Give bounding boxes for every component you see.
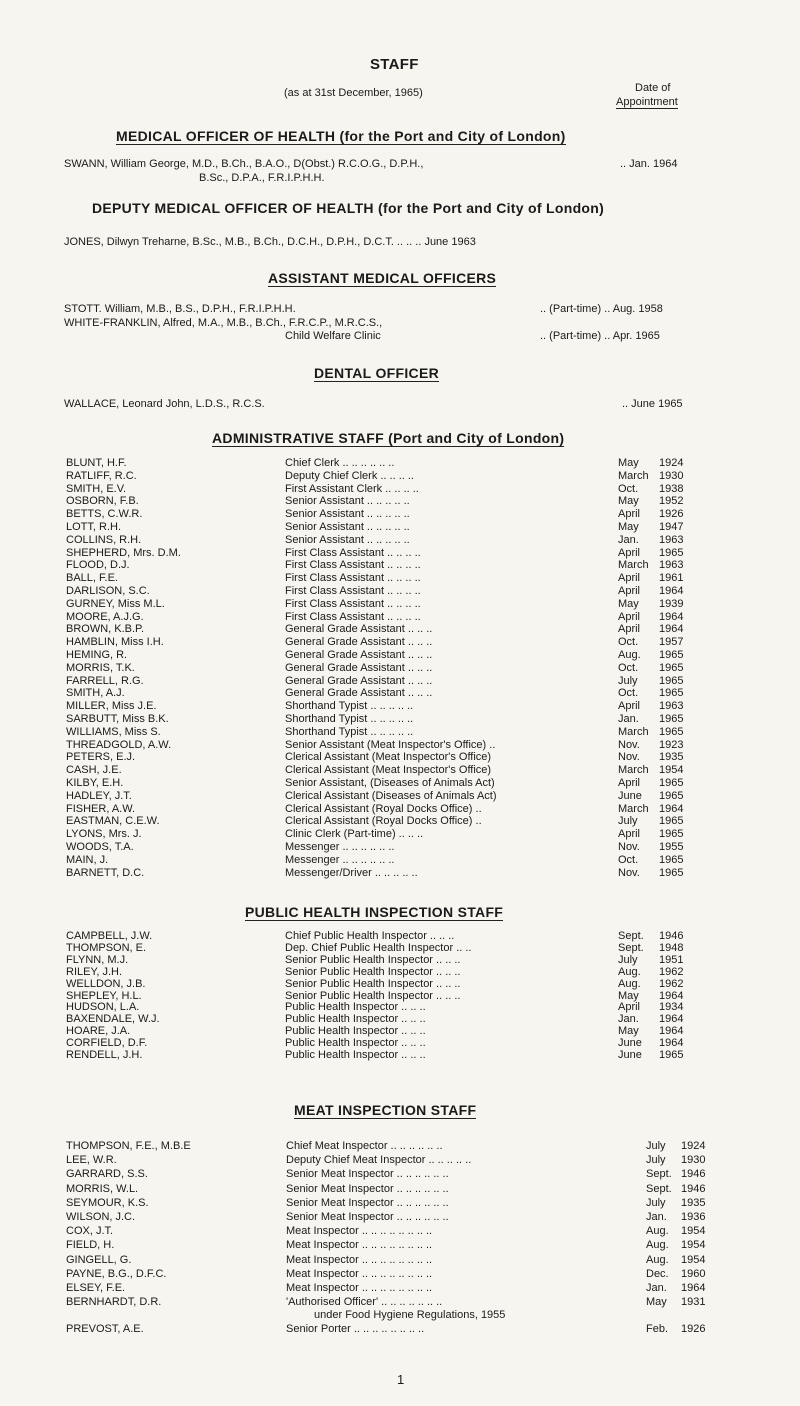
appointment-year: 1930: [681, 1154, 706, 1167]
staff-position: Senior Assistant .. .. .. .. ..: [285, 495, 410, 508]
staff-position: First Class Assistant .. .. .. ..: [285, 585, 421, 597]
staff-name: FLYNN, M.J.: [66, 953, 129, 966]
dental-officer-heading: DENTAL OFFICER: [314, 365, 440, 381]
page-subtitle: (as at 31st December, 1965): [284, 87, 423, 99]
appointment-month: Aug.: [646, 1225, 669, 1238]
amo-row-1-detail: .. (Part-time) .. Aug. 1958: [540, 303, 663, 315]
appointment-month: Jan.: [646, 1211, 667, 1223]
staff-name: DARLISON, S.C.: [66, 585, 150, 597]
appointment-month: Aug.: [646, 1253, 669, 1266]
appointment-month: Jan.: [618, 713, 639, 725]
page-title: STAFF: [370, 56, 419, 73]
appointment-month: Oct.: [618, 661, 639, 674]
appointment-month: Aug.: [618, 977, 641, 990]
appointment-year: 1954: [681, 1239, 706, 1252]
staff-position: First Class Assistant .. .. .. ..: [285, 610, 421, 623]
appointment-year: 1965: [659, 1049, 684, 1061]
appointment-year: 1924: [659, 457, 684, 469]
staff-name: LEE, W.R.: [66, 1154, 117, 1167]
staff-name: GARRARD, S.S.: [66, 1168, 148, 1181]
staff-name: CASH, J.E.: [66, 764, 122, 777]
staff-name: LYONS, Mrs. J.: [66, 828, 142, 841]
appointment-year: 1964: [659, 1013, 684, 1026]
appointment-month: April: [618, 610, 641, 623]
staff-position: Public Health Inspector .. .. ..: [285, 1001, 426, 1014]
appointment-year: 1946: [681, 1182, 706, 1195]
staff-name: MORRIS, T.K.: [66, 661, 135, 674]
appointment-year: 1965: [659, 815, 684, 828]
appointment-month: Jan.: [618, 1013, 639, 1026]
staff-name: HADLEY, J.T.: [66, 789, 132, 802]
appointment-month: Jan.: [646, 1282, 667, 1294]
appointment-month: July: [646, 1196, 666, 1209]
appointment-month: July: [618, 953, 638, 966]
appointment-year: 1963: [659, 533, 684, 546]
staff-name: RILEY, J.H.: [66, 965, 123, 978]
staff-position: Clerical Assistant (Diseases of Animals Act): [285, 789, 497, 802]
appointment-month: Nov.: [618, 866, 640, 879]
appointment-month: March: [618, 802, 649, 815]
administrative-staff-heading: ADMINISTRATIVE STAFF (Port and City of London): [212, 430, 565, 446]
staff-name: SEYMOUR, K.S.: [66, 1196, 149, 1209]
appointment-year: 1926: [659, 508, 684, 521]
staff-name: BERNHARDT, D.R.: [66, 1296, 162, 1309]
date-header-line2: Appointment: [616, 96, 678, 108]
appointment-year: 1946: [659, 930, 684, 942]
appointment-year: 1963: [659, 700, 684, 713]
staff-name: BLUNT, H.F.: [66, 457, 127, 469]
appointment-year: 1965: [659, 546, 684, 559]
staff-position: Dep. Chief Public Health Inspector .. ..: [285, 941, 472, 954]
appointment-month: May: [618, 495, 639, 508]
appointment-month: June: [618, 1049, 642, 1061]
appointment-month: Feb.: [646, 1323, 669, 1336]
staff-name: PREVOST, A.E.: [66, 1323, 144, 1336]
staff-position: Clinic Clerk (Part-time) .. .. ..: [285, 828, 424, 841]
staff-name: BARNETT, D.C.: [66, 866, 145, 879]
staff-position: Messenger .. .. .. .. .. ..: [285, 853, 395, 866]
staff-position: General Grade Assistant .. .. ..: [285, 623, 433, 636]
staff-position: Shorthand Typist .. .. .. .. ..: [285, 713, 414, 725]
staff-position: Shorthand Typist .. .. .. .. ..: [285, 725, 414, 738]
appointment-year: 1951: [659, 953, 684, 966]
appointment-year: 1952: [659, 495, 684, 508]
appointment-year: 1962: [659, 965, 684, 978]
page-number: 1: [397, 1372, 405, 1387]
staff-name: ELSEY, F.E.: [66, 1282, 126, 1294]
staff-position-continued: under Food Hygiene Regulations, 1955: [314, 1309, 506, 1322]
appointment-year: 1965: [659, 674, 684, 687]
appointment-month: July: [618, 815, 638, 828]
staff-position: Deputy Chief Meat Inspector .. .. .. .. ..: [286, 1154, 472, 1167]
staff-name: HUDSON, L.A.: [66, 1001, 140, 1014]
staff-row: [0, 867, 800, 881]
appointment-month: Aug.: [618, 965, 641, 978]
staff-name: HAMBLIN, Miss I.H.: [66, 636, 164, 649]
staff-position: Clerical Assistant (Royal Docks Office) ..: [285, 802, 482, 815]
staff-position: Public Health Inspector .. .. ..: [285, 1013, 426, 1026]
staff-position: Public Health Inspector .. .. ..: [285, 1049, 426, 1061]
appointment-month: May: [618, 989, 639, 1002]
staff-position: Senior Meat Inspector .. .. .. .. .. ..: [286, 1182, 449, 1195]
staff-name: MILLER, Miss J.E.: [66, 700, 157, 713]
appointment-month: April: [618, 828, 641, 841]
appointment-year: 1960: [681, 1267, 706, 1280]
appointment-month: Nov.: [618, 751, 640, 764]
appointment-month: Oct.: [618, 636, 639, 649]
staff-name: MORRIS, W.L.: [66, 1182, 139, 1195]
staff-name: WELLDON, J.B.: [66, 977, 146, 990]
appointment-month: Jan.: [618, 533, 639, 546]
appointment-year: 1923: [659, 738, 684, 751]
appointment-year: 1954: [681, 1253, 706, 1266]
appointment-month: March: [618, 469, 649, 482]
appointment-year: 1964: [659, 1025, 684, 1038]
appointment-year: 1948: [659, 941, 684, 954]
staff-name: PAYNE, B.G., D.F.C.: [66, 1267, 167, 1280]
staff-position: Senior Assistant .. .. .. .. ..: [285, 508, 410, 521]
appointment-year: 1964: [659, 1037, 684, 1050]
staff-name: GINGELL, G.: [66, 1253, 132, 1266]
staff-position: Senior Public Health Inspector .. .. ..: [285, 965, 461, 978]
staff-position: Chief Meat Inspector .. .. .. .. .. ..: [286, 1140, 443, 1152]
staff-name: SHEPHERD, Mrs. D.M.: [66, 546, 181, 559]
staff-position: Messenger/Driver .. .. .. .. ..: [285, 866, 418, 879]
staff-position: Meat Inspector .. .. .. .. .. .. .. ..: [286, 1225, 433, 1238]
appointment-year: 1962: [659, 977, 684, 990]
staff-name: MOORE, A.J.G.: [66, 610, 144, 623]
appointment-month: Nov.: [618, 738, 640, 751]
staff-position: First Class Assistant .. .. .. ..: [285, 559, 421, 572]
staff-name: COLLINS, R.H.: [66, 533, 142, 546]
appointment-year: 1939: [659, 597, 684, 610]
appointment-year: 1964: [659, 989, 684, 1002]
staff-name: FIELD, H.: [66, 1239, 115, 1252]
staff-position: Meat Inspector .. .. .. .. .. .. .. ..: [286, 1239, 433, 1252]
appointment-month: June: [618, 1037, 642, 1050]
appointment-month: April: [618, 777, 641, 789]
staff-position: First Class Assistant .. .. .. ..: [285, 572, 421, 585]
meat-inspection-heading: MEAT INSPECTION STAFF: [294, 1102, 477, 1118]
appointment-month: July: [646, 1154, 666, 1167]
appointment-year: 1954: [681, 1225, 706, 1238]
appointment-month: July: [646, 1140, 666, 1152]
appointment-month: March: [618, 725, 649, 738]
staff-name: PETERS, E.J.: [66, 751, 136, 764]
staff-name: WOODS, T.A.: [66, 841, 134, 853]
appointment-month: Nov.: [618, 841, 640, 853]
appointment-year: 1947: [659, 521, 684, 533]
appointment-month: Oct.: [618, 853, 639, 866]
staff-position: Shorthand Typist .. .. .. .. ..: [285, 700, 414, 713]
staff-position: Meat Inspector .. .. .. .. .. .. .. ..: [286, 1253, 433, 1266]
staff-name: THOMPSON, E.: [66, 941, 147, 954]
staff-row: [0, 1049, 800, 1063]
staff-position: Senior Assistant (Meat Inspector's Office) ..: [285, 738, 496, 751]
staff-position: Clerical Assistant (Meat Inspector's Office): [285, 751, 492, 764]
appointment-month: Sept.: [646, 1182, 672, 1195]
staff-position: Senior Public Health Inspector .. .. ..: [285, 977, 461, 990]
staff-position: 'Authorised Officer' .. .. .. .. .. .. ..: [286, 1296, 443, 1309]
staff-name: SHEPLEY, H.L.: [66, 989, 142, 1002]
staff-position: Public Health Inspector .. .. ..: [285, 1025, 426, 1038]
appointment-month: April: [618, 700, 641, 713]
medical-officer-heading: MEDICAL OFFICER OF HEALTH (for the Port and City of London): [116, 128, 566, 144]
appointment-year: 1964: [659, 623, 684, 636]
amo-row-2-detail: .. (Part-time) .. Apr. 1965: [540, 330, 660, 342]
appointment-year: 1965: [659, 866, 684, 879]
staff-position: Chief Clerk .. .. .. .. .. ..: [285, 457, 395, 469]
staff-position: Senior Assistant .. .. .. .. ..: [285, 533, 410, 546]
amo-row-2-name: WHITE-FRANKLIN, Alfred, M.A., M.B., B.Ch., F.R.C.P., M.R.C.S.,: [64, 317, 383, 329]
staff-name: RENDELL, J.H.: [66, 1049, 143, 1061]
appointment-year: 1935: [659, 751, 684, 764]
appointment-year: 1965: [659, 725, 684, 738]
staff-position: Messenger .. .. .. .. .. ..: [285, 841, 395, 853]
appointment-month: May: [618, 457, 639, 469]
staff-name: WILSON, J.C.: [66, 1211, 136, 1223]
staff-name: CAMPBELL, J.W.: [66, 930, 153, 942]
appointment-month: Oct.: [618, 482, 639, 495]
staff-name: BETTS, C.W.R.: [66, 508, 143, 521]
appointment-month: June: [618, 789, 642, 802]
appointment-month: April: [618, 623, 641, 636]
staff-position: Clerical Assistant (Meat Inspector's Office): [285, 764, 492, 777]
appointment-month: Aug.: [646, 1239, 669, 1252]
appointment-year: 1964: [681, 1282, 706, 1294]
deputy-medical-officer-line: JONES, Dilwyn Treharne, B.Sc., M.B., B.Ch., D.C.H., D.P.H., D.C.T. .. .. .. June 1963: [64, 236, 476, 248]
appointment-month: Oct.: [618, 687, 639, 700]
appointment-month: April: [618, 572, 641, 585]
staff-name: KILBY, E.H.: [66, 777, 124, 789]
appointment-year: 1964: [659, 585, 684, 597]
staff-position: Senior Assistant .. .. .. .. ..: [285, 521, 410, 533]
appointment-year: 1938: [659, 482, 684, 495]
appointment-year: 1957: [659, 636, 684, 649]
medical-officer-line2: B.Sc., D.P.A., F.R.I.P.H.H.: [199, 172, 325, 184]
staff-position: Senior Public Health Inspector .. .. ..: [285, 989, 461, 1002]
appointment-year: 1961: [659, 572, 684, 585]
appointment-month: April: [618, 508, 641, 521]
staff-name: SMITH, A.J.: [66, 687, 125, 700]
staff-position: Public Health Inspector .. .. ..: [285, 1037, 426, 1050]
staff-name: SARBUTT, Miss B.K.: [66, 713, 169, 725]
staff-name: HEMING, R.: [66, 649, 128, 661]
amo-row-2-line2: Child Welfare Clinic: [285, 330, 381, 342]
appointment-month: March: [618, 764, 649, 777]
appointment-year: 1965: [659, 713, 684, 725]
staff-position: Clerical Assistant (Royal Docks Office) ..: [285, 815, 482, 828]
appointment-year: 1965: [659, 853, 684, 866]
medical-officer-line1: SWANN, William George, M.D., B.Ch., B.A.O., D(Obst.) R.C.O.G., D.P.H.,: [64, 158, 424, 170]
staff-position: Senior Meat Inspector .. .. .. .. .. ..: [286, 1196, 449, 1209]
appointment-month: April: [618, 1001, 641, 1014]
staff-position: Senior Assistant, (Diseases of Animals Act): [285, 777, 495, 789]
appointment-month: April: [618, 546, 641, 559]
staff-position: Senior Meat Inspector .. .. .. .. .. ..: [286, 1211, 449, 1223]
staff-position: General Grade Assistant .. .. ..: [285, 687, 433, 700]
appointment-month: July: [618, 674, 638, 687]
appointment-year: 1964: [659, 802, 684, 815]
staff-name: THOMPSON, F.E., M.B.E: [66, 1140, 191, 1152]
appointment-month: Aug.: [618, 649, 641, 661]
appointment-year: 1930: [659, 469, 684, 482]
appointment-year: 1936: [681, 1211, 706, 1223]
dental-officer-date: .. June 1965: [622, 398, 683, 410]
appointment-year: 1934: [659, 1001, 684, 1014]
staff-position: First Class Assistant .. .. .. ..: [285, 546, 421, 559]
appointment-year: 1946: [681, 1168, 706, 1181]
dental-officer-name: WALLACE, Leonard John, L.D.S., R.C.S.: [64, 398, 265, 410]
appointment-year: 1955: [659, 841, 684, 853]
staff-name: HOARE, J.A.: [66, 1025, 131, 1038]
staff-name: COX, J.T.: [66, 1225, 114, 1238]
appointment-month: Sept.: [618, 930, 644, 942]
staff-position: Senior Meat Inspector .. .. .. .. .. ..: [286, 1168, 449, 1181]
staff-position: First Assistant Clerk .. .. .. ..: [285, 482, 419, 495]
appointment-year: 1931: [681, 1296, 706, 1309]
staff-position: Senior Public Health Inspector .. .. ..: [285, 953, 461, 966]
staff-name: MAIN, J.: [66, 853, 109, 866]
staff-name: FLOOD, D.J.: [66, 559, 130, 572]
staff-name: LOTT, R.H.: [66, 521, 122, 533]
appointment-year: 1965: [659, 777, 684, 789]
appointment-month: April: [618, 585, 641, 597]
appointment-month: May: [618, 1025, 639, 1038]
staff-position: General Grade Assistant .. .. ..: [285, 661, 433, 674]
staff-position: First Class Assistant .. .. .. ..: [285, 597, 421, 610]
appointment-year: 1924: [681, 1140, 706, 1152]
staff-name: FISHER, A.W.: [66, 802, 136, 815]
appointment-month: May: [618, 521, 639, 533]
appointment-year: 1965: [659, 661, 684, 674]
appointment-year: 1965: [659, 687, 684, 700]
staff-position: General Grade Assistant .. .. ..: [285, 674, 433, 687]
appointment-year: 1954: [659, 764, 684, 777]
public-health-heading: PUBLIC HEALTH INSPECTION STAFF: [245, 904, 504, 920]
staff-name: SMITH, E.V.: [66, 482, 127, 495]
appointment-year: 1963: [659, 559, 684, 572]
staff-name: CORFIELD, D.F.: [66, 1037, 148, 1050]
appointment-year: 1965: [659, 649, 684, 661]
appointment-year: 1965: [659, 789, 684, 802]
assistant-medical-officers-heading: ASSISTANT MEDICAL OFFICERS: [268, 270, 497, 286]
staff-position: General Grade Assistant .. .. ..: [285, 636, 433, 649]
staff-name: BROWN, K.B.P.: [66, 623, 145, 636]
staff-position: Deputy Chief Clerk .. .. .. ..: [285, 469, 414, 482]
appointment-year: 1964: [659, 610, 684, 623]
staff-name: WILLIAMS, Miss S.: [66, 725, 161, 738]
appointment-year: 1926: [681, 1323, 706, 1336]
staff-position: Chief Public Health Inspector .. .. ..: [285, 930, 455, 942]
appointment-month: Sept.: [618, 941, 644, 954]
staff-position: General Grade Assistant .. .. ..: [285, 649, 433, 661]
staff-name: THREADGOLD, A.W.: [66, 738, 172, 751]
staff-name: OSBORN, F.B.: [66, 495, 139, 508]
staff-name: GURNEY, Miss M.L.: [66, 597, 165, 610]
staff-name: RATLIFF, R.C.: [66, 469, 137, 482]
appointment-month: March: [618, 559, 649, 572]
appointment-year: 1965: [659, 828, 684, 841]
appointment-month: May: [646, 1296, 667, 1309]
amo-row-1-name: STOTT. William, M.B., B.S., D.P.H., F.R.I.P.H.H.: [64, 303, 296, 315]
staff-name: FARRELL, R.G.: [66, 674, 144, 687]
deputy-medical-officer-heading: DEPUTY MEDICAL OFFICER OF HEALTH (for the Port and City of London): [92, 200, 605, 216]
appointment-year: 1935: [681, 1196, 706, 1209]
staff-name: BAXENDALE, W.J.: [66, 1013, 160, 1026]
appointment-month: May: [618, 597, 639, 610]
staff-position: Senior Porter .. .. .. .. .. .. .. ..: [286, 1323, 425, 1336]
date-header-line1: Date of: [635, 82, 671, 94]
appointment-month: Dec.: [646, 1267, 669, 1280]
appointment-month: Sept.: [646, 1168, 672, 1181]
staff-position: Meat Inspector .. .. .. .. .. .. .. ..: [286, 1267, 433, 1280]
staff-name: BALL, F.E.: [66, 572, 118, 585]
staff-position: Meat Inspector .. .. .. .. .. .. .. ..: [286, 1282, 433, 1294]
staff-name: EASTMAN, C.E.W.: [66, 815, 160, 828]
medical-officer-date: .. Jan. 1964: [620, 158, 678, 170]
